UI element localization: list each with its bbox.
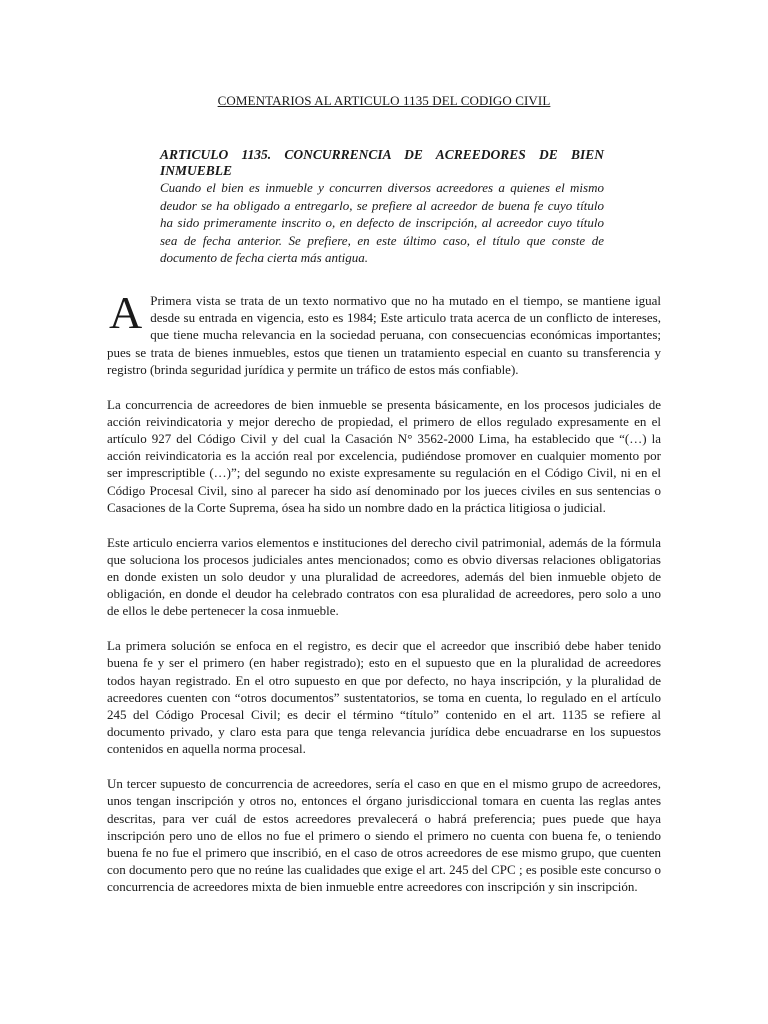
paragraph-4: La primera solución se enfoca en el registro, es decir que el acreedor que inscribió debe haber tenido buena fe y ser el primero (en haber registrado); esto en el supuesto que en la pluralidad de acreedores todos hayan registrado. En el otro supuesto en que por defecto, no haya inscripción, y la pluralidad de acreedores cuenten con “otros documentos” sustentatorios, se toma en cuenta, lo regulado en el artículo 245 del Código Procesal Civil; es decir el término “título” contenido en el art. 1135 se refiere al documento privado, y claro esta para que tenga relevancia jurídica debe encuadrarse en los supuestos contenidos en aquella norma procesal. xyxy=(107,638,661,757)
paragraph-3: Este articulo encierra varios elementos e instituciones del derecho civil patrimonial, además de la fórmula que soluciona los procesos judiciales antes mencionados; como es obvio diversas relaciones obligatorias en donde existen un solo deudor y una pluralidad de acreedores, además del bien inmueble objeto de obligación, en donde el deudor ha celebrado contratos con esa pluralidad de acreedores, pero solo a uno de ellos le debe pertenecer la cosa inmueble. xyxy=(107,534,661,619)
article-heading: ARTICULO 1135. CONCURRENCIA DE ACREEDORES DE BIEN INMUEBLE xyxy=(160,147,604,178)
article-text: Cuando el bien es inmueble y concurren diversos acreedores a quienes el mismo deudor se ha obligado a entregarlo, se prefiere al acreedor de buena fe cuyo título ha sido primeramente inscrito o, en defecto de inscripción, al acreedor cuyo título sea de fecha anterior. Se prefiere, en este último caso, el título que conste de documento de fecha cierta más antigua. xyxy=(160,180,604,266)
paragraph-1 xyxy=(107,287,661,378)
document-title: COMENTARIOS AL ARTICULO 1135 DEL CODIGO CIVIL xyxy=(217,93,551,108)
paragraph-1-text: Primera vista se trata de un texto normativo que no ha mutado en el tiempo, se mantiene igual desde su entrada en vigencia, esto es 1984; Este articulo trata acerca de un conflicto de intereses, que tiene mucha relevancia en la sociedad peruana, con consecuencias económicas importantes; pues se trata de bienes inmuebles, estos que tienen un tratamiento especial en cuanto su transferencia y registro (brinda seguridad jurídica y permite un tráfico de estos más confiable). xyxy=(107,293,661,377)
document-body xyxy=(107,287,661,913)
paragraph-5: Un tercer supuesto de concurrencia de acreedores, sería el caso en que en el mismo grupo de acreedores, unos tengan inscripción y otros no, entonces el órgano jurisdiccional tomara en cuenta las reglas antes descritas, para ver cuál de estos acreedores prevalecerá o habrá preferencia; pues puede que haya inscripción pero uno de ellos no fue el primero o siendo el primero no cuenta con buena fe, o teniendo buena fe no fue el primero que inscribió, en el caso de otros acreedores de ese mismo grupo, que cuenten con documento pero que no reúne las cualidades que exige el art. 245 del CPC ; es posible este concurso o concurrencia de acreedores mixta de bien inmueble entre acreedores con inscripción y sin inscripción. xyxy=(107,776,661,895)
article-quote xyxy=(160,147,604,267)
drop-cap: A xyxy=(109,287,143,338)
paragraph-2: La concurrencia de acreedores de bien inmueble se presenta básicamente, en los procesos judiciales de acción reivindicatoria y mejor derecho de propiedad, el primero de ellos regulado expresamente en el artículo 927 del Código Civil y del cual la Casación N° 3562-2000 Lima, ha establecido que “(…) la acción reivindicatoria es la acción real por excelencia, pudiéndose promover en cualquier momento por ser imprescriptible (…)”; del segundo no existe expresamente su regulación en el Código Civil, ni en el Código Procesal Civil, sino al parecer ha sido así denominado por los jueces civiles en sus sentencias o Casaciones de la Corte Suprema, ósea ha sido un nombre dado en la práctica litigiosa o judicial. xyxy=(107,396,661,515)
